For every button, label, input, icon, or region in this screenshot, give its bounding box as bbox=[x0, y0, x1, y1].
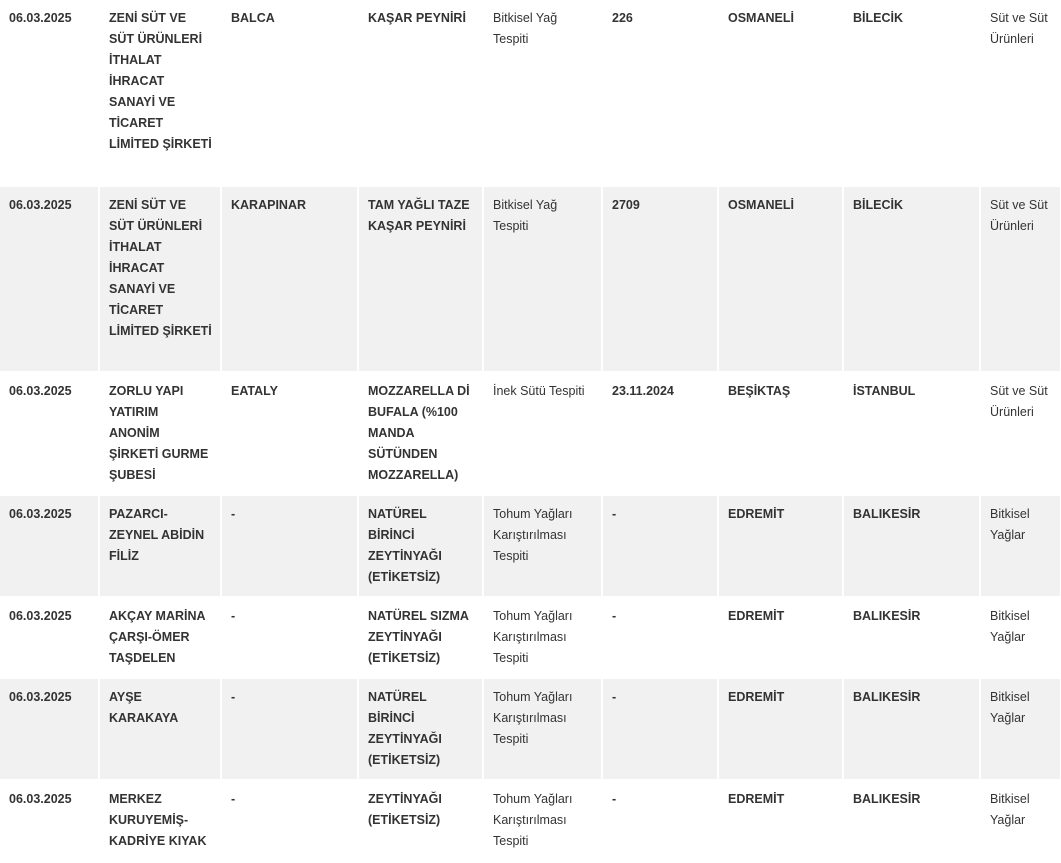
cell-district: OSMANELİ bbox=[718, 0, 843, 186]
cell-finding: Tohum Yağları Karıştırılması Tespiti bbox=[483, 597, 602, 678]
table-row bbox=[0, 780, 1061, 862]
cell-finding: Tohum Yağları Karıştırılması Tespiti bbox=[483, 678, 602, 780]
cell-district: EDREMİT bbox=[718, 495, 843, 597]
table-row bbox=[0, 372, 1061, 495]
table-row bbox=[0, 597, 1061, 678]
cell-brand: - bbox=[221, 678, 358, 780]
cell-finding: Tohum Yağları Karıştırılması Tespiti bbox=[483, 495, 602, 597]
cell-district: EDREMİT bbox=[718, 780, 843, 862]
cell-product: NATÜREL SIZMA ZEYTİNYAĞI (ETİKETSİZ) bbox=[358, 597, 483, 678]
cell-product-group: Bitkisel Yağlar bbox=[980, 780, 1061, 862]
table-row bbox=[0, 678, 1061, 780]
cell-province: BALIKESİR bbox=[843, 597, 980, 678]
cell-brand: - bbox=[221, 780, 358, 862]
cell-product: NATÜREL BİRİNCİ ZEYTİNYAĞI (ETİKETSİZ) bbox=[358, 495, 483, 597]
cell-finding: Bitkisel Yağ Tespiti bbox=[483, 186, 602, 372]
table-row bbox=[0, 0, 1061, 186]
cell-finding: Tohum Yağları Karıştırılması Tespiti bbox=[483, 780, 602, 862]
cell-product-group: Bitkisel Yağlar bbox=[980, 597, 1061, 678]
cell-date: 06.03.2025 bbox=[0, 0, 99, 186]
cell-date: 06.03.2025 bbox=[0, 678, 99, 780]
cell-product-group: Bitkisel Yağlar bbox=[980, 678, 1061, 780]
cell-product-group: Süt ve Süt Ürünleri bbox=[980, 186, 1061, 372]
cell-date: 06.03.2025 bbox=[0, 372, 99, 495]
cell-company: MERKEZ KURUYEMİŞ-KADRİYE KIYAK bbox=[99, 780, 221, 862]
table-row bbox=[0, 186, 1061, 372]
cell-batch: - bbox=[602, 495, 718, 597]
cell-product: TAM YAĞLI TAZE KAŞAR PEYNİRİ bbox=[358, 186, 483, 372]
cell-company: AYŞE KARAKAYA bbox=[99, 678, 221, 780]
cell-province: İSTANBUL bbox=[843, 372, 980, 495]
cell-product-group: Süt ve Süt Ürünleri bbox=[980, 372, 1061, 495]
cell-province: BALIKESİR bbox=[843, 678, 980, 780]
cell-batch: 2709 bbox=[602, 186, 718, 372]
cell-finding: Bitkisel Yağ Tespiti bbox=[483, 0, 602, 186]
cell-product: ZEYTİNYAĞI (ETİKETSİZ) bbox=[358, 780, 483, 862]
cell-product: MOZZARELLA Dİ BUFALA (%100 MANDA SÜTÜNDEN MOZZARELLA) bbox=[358, 372, 483, 495]
cell-batch: 226 bbox=[602, 0, 718, 186]
cell-brand: - bbox=[221, 495, 358, 597]
cell-date: 06.03.2025 bbox=[0, 780, 99, 862]
cell-date: 06.03.2025 bbox=[0, 597, 99, 678]
cell-batch: 23.11.2024 bbox=[602, 372, 718, 495]
cell-company: ZORLU YAPI YATIRIM ANONİM ŞİRKETİ GURME ŞUBESİ bbox=[99, 372, 221, 495]
cell-batch: - bbox=[602, 597, 718, 678]
cell-district: OSMANELİ bbox=[718, 186, 843, 372]
cell-district: BEŞİKTAŞ bbox=[718, 372, 843, 495]
cell-brand: EATALY bbox=[221, 372, 358, 495]
cell-province: BALIKESİR bbox=[843, 495, 980, 597]
cell-batch: - bbox=[602, 780, 718, 862]
cell-product: KAŞAR PEYNİRİ bbox=[358, 0, 483, 186]
cell-district: EDREMİT bbox=[718, 597, 843, 678]
cell-province: BİLECİK bbox=[843, 186, 980, 372]
table-row bbox=[0, 495, 1061, 597]
cell-product: NATÜREL BİRİNCİ ZEYTİNYAĞI (ETİKETSİZ) bbox=[358, 678, 483, 780]
cell-batch: - bbox=[602, 678, 718, 780]
cell-company: ZENİ SÜT VE SÜT ÜRÜNLERİ İTHALAT İHRACAT SANAYİ VE TİCARET LİMİTED ŞİRKETİ bbox=[99, 186, 221, 372]
cell-brand: - bbox=[221, 597, 358, 678]
cell-product-group: Süt ve Süt Ürünleri bbox=[980, 0, 1061, 186]
cell-finding: İnek Sütü Tespiti bbox=[483, 372, 602, 495]
cell-province: BALIKESİR bbox=[843, 780, 980, 862]
cell-product-group: Bitkisel Yağlar bbox=[980, 495, 1061, 597]
cell-date: 06.03.2025 bbox=[0, 495, 99, 597]
cell-province: BİLECİK bbox=[843, 0, 980, 186]
cell-district: EDREMİT bbox=[718, 678, 843, 780]
cell-company: ZENİ SÜT VE SÜT ÜRÜNLERİ İTHALAT İHRACAT SANAYİ VE TİCARET LİMİTED ŞİRKETİ bbox=[99, 0, 221, 186]
cell-brand: BALCA bbox=[221, 0, 358, 186]
cell-brand: KARAPINAR bbox=[221, 186, 358, 372]
cell-company: AKÇAY MARİNA ÇARŞI-ÖMER TAŞDELEN bbox=[99, 597, 221, 678]
cell-company: PAZARCI-ZEYNEL ABİDİN FİLİZ bbox=[99, 495, 221, 597]
cell-date: 06.03.2025 bbox=[0, 186, 99, 372]
